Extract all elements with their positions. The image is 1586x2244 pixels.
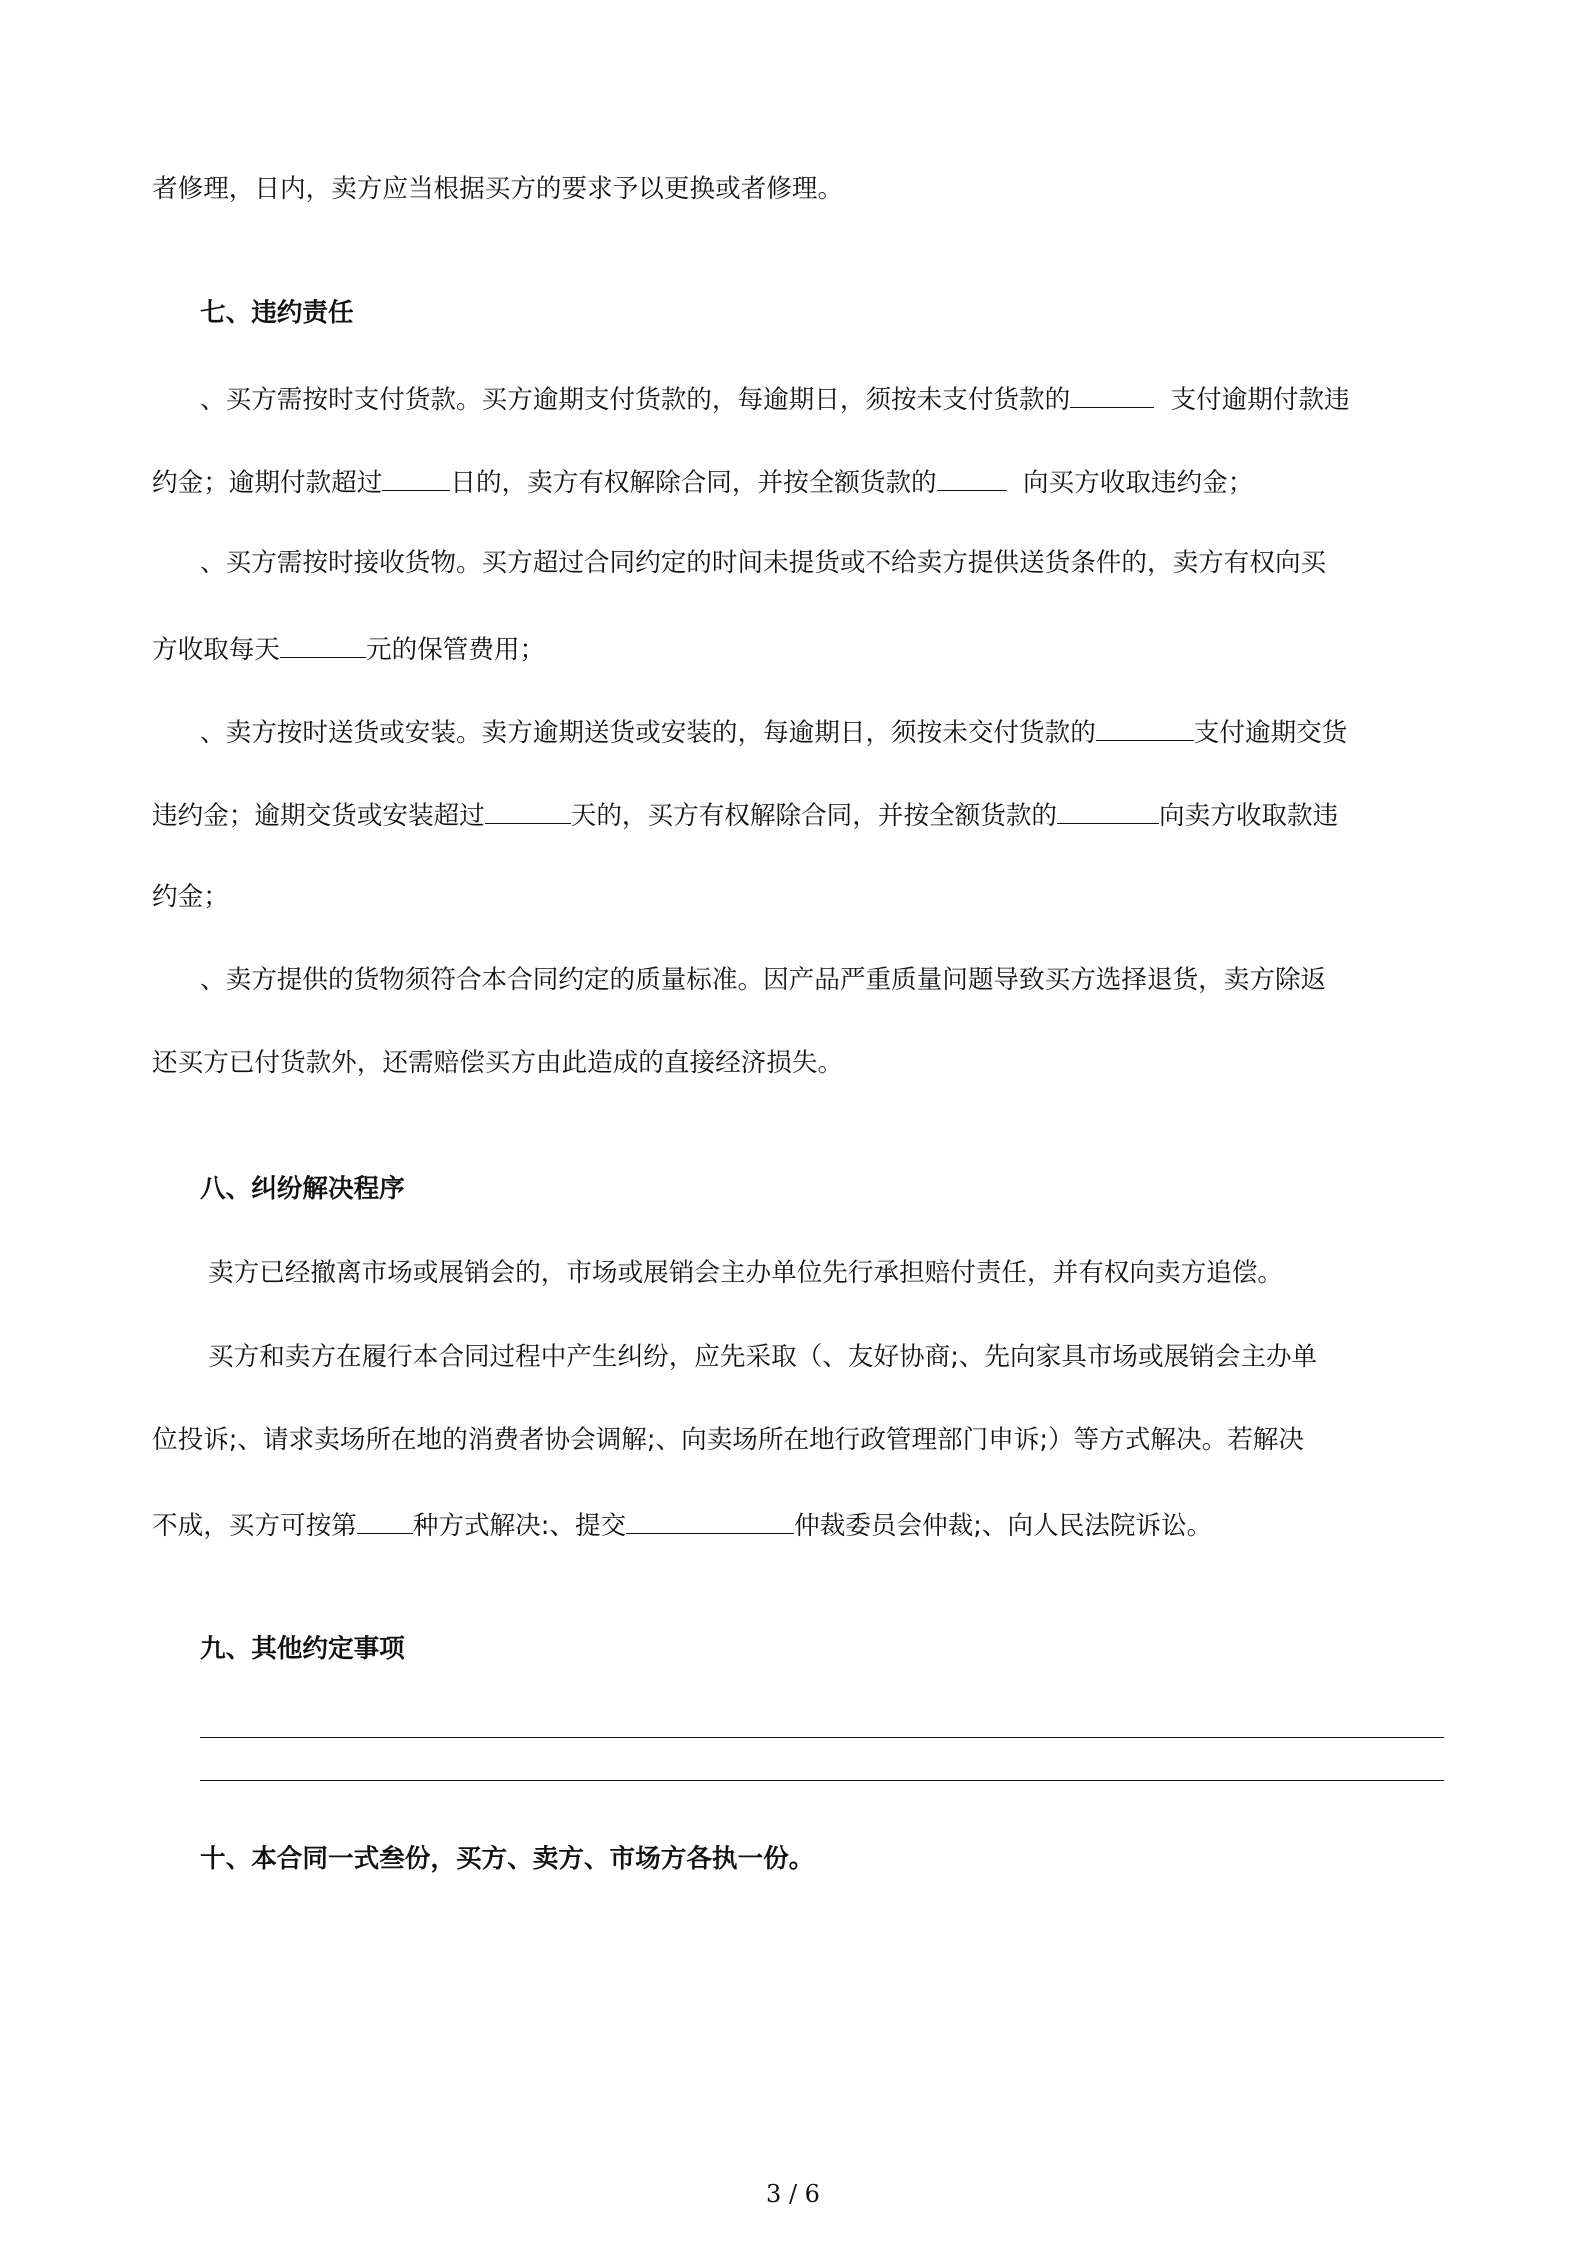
text: 向买方收取违约金； [1022,468,1254,498]
fill-in-blank[interactable] [1070,380,1154,408]
section7-item3-line2 [152,796,1338,833]
section7-item2-line2 [152,630,545,667]
text: 支付逾期付款违 [1170,385,1350,415]
fill-in-blank[interactable] [937,463,1007,491]
text: 违约金；逾期交货或安装超过 [152,801,485,831]
text: 元的保管费用； [365,635,546,665]
section7-item1-line2 [152,463,1253,500]
fill-in-blank[interactable] [1057,796,1159,824]
section8-paragraph2-line3 [152,1506,1212,1543]
text: 支付逾期交货 [1193,718,1348,748]
section6-tail-text: 者修理，日内，卖方应当根据买方的要求予以更换或者修理。 [152,174,844,204]
fill-in-blank[interactable] [485,796,571,824]
section8-paragraph2-line1: 买方和卖方在履行本合同过程中产生纠纷，应先采取（、友好协商;、先向家具市场或展销会主办单 [208,1342,1318,1372]
fill-in-blank[interactable] [280,630,366,658]
section7-item2-line1: 、买方需按时接收货物。买方超过合同约定的时间未提货或不给卖方提供送货条件的，卖方有权向买 [200,548,1327,578]
text: 、卖方按时送货或安装。卖方逾期送货或安装的，每逾期日，须按未交付货款的 [200,718,1096,748]
section7-item4-line1: 、卖方提供的货物须符合本合同约定的质量标准。因产品严重质量问题导致买方选择退货，卖方除返 [200,965,1327,995]
fill-in-blank[interactable] [1096,713,1194,741]
text: 约金；逾期付款超过 [152,468,383,498]
blank-line[interactable] [200,1780,1444,1781]
text: 、买方需按时支付货款。买方逾期支付货款的，每逾期日，须按未支付货款的 [200,385,1071,415]
text: 仲裁委员会仲裁;、向人民法院诉讼。 [794,1511,1213,1541]
section8-paragraph1: 卖方已经撤离市场或展销会的，市场或展销会主办单位先行承担赔付责任，并有权向卖方追偿。 [208,1258,1283,1288]
text: 日的，卖方有权解除合同，并按全额货款的 [450,468,937,498]
text: 不成，买方可按第 [152,1511,357,1541]
blank-line[interactable] [200,1737,1444,1738]
section7-item3-line3: 约金； [152,882,229,912]
fill-in-blank[interactable] [626,1506,794,1534]
text: 天的，买方有权解除合同，并按全额货款的 [570,801,1058,831]
section7-item4-line2: 还买方已付货款外，还需赔偿买方由此造成的直接经济损失。 [152,1048,844,1078]
section9-heading: 九、其他约定事项 [200,1634,405,1664]
text: 向卖方收取款违 [1159,801,1339,831]
section8-paragraph2-line2: 位投诉;、请求卖场所在地的消费者协会调解;、向卖场所在地行政管理部门申诉;）等方式解决。若解决 [152,1425,1304,1455]
section8-heading: 八、纠纷解决程序 [200,1174,405,1204]
section7-heading: 七、违约责任 [200,298,354,328]
section7-item3-line1 [200,713,1347,750]
fill-in-blank[interactable] [382,463,450,491]
fill-in-blank[interactable] [357,1506,413,1534]
section7-item1-line1 [200,380,1350,417]
text: 种方式解决:、提交 [412,1511,627,1541]
section10-heading: 十、本合同一式叁份，买方、卖方、市场方各执一份。 [200,1844,815,1874]
text: 方收取每天 [152,635,280,665]
page-number: 3 / 6 [766,2180,820,2208]
